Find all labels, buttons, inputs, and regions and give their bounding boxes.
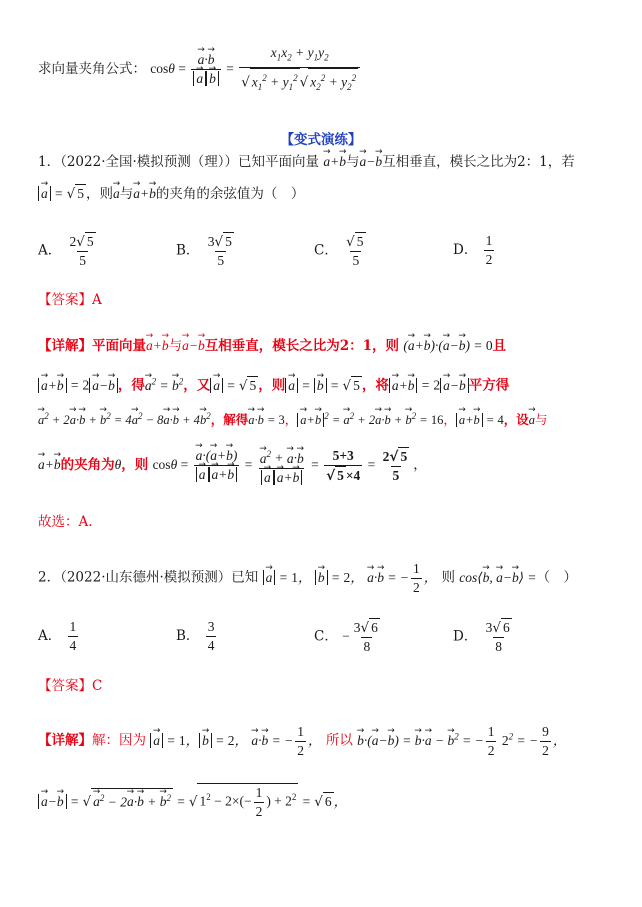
q1-text-b: 与 <box>345 154 360 170</box>
q2-detail-2: 所以 <box>325 732 353 749</box>
q1-option-c-label: C． <box>314 242 338 259</box>
q1-option-a[interactable]: A． $\frac{2√ 5}{5}$ <box>38 234 94 268</box>
formula-line <box>38 44 362 94</box>
q2-option-d-label: D． <box>453 628 478 645</box>
q2-detail-1: 解：因为 <box>92 732 146 749</box>
q2-option-b[interactable]: B． $\frac{3}{4}$ <box>176 619 215 653</box>
section-title: 【变式演练】 <box>280 132 362 148</box>
q1-number: 1． <box>38 154 61 170</box>
q2-option-c[interactable]: C． − $\frac{3√ 6}{8}$ <box>314 620 378 654</box>
q1-detail-line-1: 【详解】平面向量→ a+→ b与→ a−→ b互相垂直，模长之比为2：1，则 (→ a+→ b)·(→ a−→ b) = 0且 <box>38 336 506 356</box>
q1-option-b[interactable]: B． $\frac{3√ 5}{5}$ <box>176 234 232 268</box>
q1-expr-a-minus-b: → a−→ b <box>359 154 382 169</box>
q1-text-d: ，则 <box>85 186 113 202</box>
q1-detail-5: ，得 <box>117 377 145 394</box>
q1-detail-line-3: → $a^2 + 2\to a\cdot\to b$ + → $b^2 = 4\to a^2 - 8\to a\cdot\to b + 4\to b^2$，解得→ a·→ b = 3，→ a+→ b $^2$ = → $a^2 + 2\to a\cdot\to b$ + → $b^2 = 16$，→ a+→ b = 4，设→ a与 <box>38 406 548 430</box>
q1-option-b-label: B． <box>176 242 200 259</box>
q2-detail-line-1: 【详解】解：因为 → a = 1，→ b = 2， → a·→ b = − $\frac{1}{2}$ ， 所以 → b·(→ a−→ b) = → b·→ a − → $b^2$ = − $\frac{1}{2}$ $2^2$ = − $\frac{9}{2}$ ， <box>38 718 566 754</box>
q1-conclusion: 故选：A. <box>38 514 93 530</box>
q1-detail-label: 【详解】 <box>38 338 92 354</box>
q1-option-a-label: A． <box>38 242 62 259</box>
q1-source: （2022·全国·模拟预测（理）） <box>60 154 239 170</box>
q1-detail-8: ，将 <box>361 377 389 394</box>
formula-label: 求向量夹角公式： <box>38 61 146 78</box>
q1-text-e: 与 <box>119 186 134 202</box>
q1-detail-13: 的夹角为 <box>60 457 115 473</box>
q1-answer: 【答案】A <box>38 292 102 308</box>
q2-number: 2． <box>38 569 61 586</box>
q1-detail-1: 平面向量 <box>92 338 146 354</box>
q1-detail-line-4: → a+→ b的夹角为θ，则 cosθ = → a·(→ a+→ b) → a→ a+→ b = → $a^2$ + → a·→ b → a→ a+→ b = $\frac{5+3}{√ 5 \times 4}$ = $\frac{2√ 5}{5}$ ， <box>38 440 427 490</box>
q1-detail-6: ，又 <box>183 377 211 394</box>
q1-condition: → a = √ 5 <box>38 186 86 201</box>
q2-line-1: 2．（2022·山东德州·模拟预测）已知 → a = 1， → b = 2， → a·→ b = − $\frac{1}{2}$ ， 则 cos⟨→ b, → a−→ b⟩ =（ ） <box>38 560 577 590</box>
q1-detail-10: ，解得 <box>210 412 249 428</box>
q1-detail-12: 与 <box>535 412 548 428</box>
q1-line-2: → a = √ 5 ，则→ a与→ a+→ b的夹角的余弦值为（ ） <box>38 184 304 204</box>
q1-line-1 <box>38 152 575 172</box>
q2-source: （2022·山东德州·模拟预测） <box>60 569 232 586</box>
q2-option-d[interactable]: D． $\frac{3√ 6}{8}$ <box>453 620 510 654</box>
q2-option-a[interactable]: A． $\frac{1}{4}$ <box>38 619 77 653</box>
q1-text-a: 已知平面向量 <box>238 154 320 170</box>
q1-expr-a-plus-b: → a+→ b <box>323 154 346 169</box>
q1-detail-line-2: → a+→ b = 2→ a−→ b ，得→ $a^2$ = → $b^2$，又→ a = √ 5 ，则→ a = → b = √ 5 ，将→ a+→ b = 2→ a−→ b 平方得 <box>38 371 509 396</box>
cos-formula: cosθ = → a·→ b → a→ b = $\frac{x_1x_2 + y_1y_2}{√ x_1^2 + y_1^2 √ x_2^2 + y_2^2}$ <box>150 61 362 76</box>
q1-option-d-label: D． <box>453 242 478 258</box>
q2-text-c: （ ） <box>536 569 577 586</box>
q1-text-f: 的夹角的余弦值为（ ） <box>155 186 305 202</box>
q2-detail-line-2: → a−→ b = √→ $a^2 - 2\to a\cdot\to b$ + → $b^2$ = √ $1^2 - 2\times(-$ $\frac{1}{2}$ ) + $2^2$ = √ 6 ， <box>38 782 347 822</box>
q2-text-a: 已知 <box>231 569 259 586</box>
q1-detail-9: 平方得 <box>468 377 510 394</box>
q1-option-c[interactable]: C． $\frac{√ 5}{5}$ <box>314 234 364 268</box>
q2-option-b-label: B． <box>176 628 200 644</box>
q2-option-c-label: C． <box>314 628 338 645</box>
q1-option-d[interactable]: D． $\frac{1}{2}$ <box>453 233 493 267</box>
q1-detail-3: 互相垂直，模长之比为2：1，则 <box>204 338 400 354</box>
q1-detail-2: 与 <box>168 338 183 354</box>
q2-answer: 【答案】C <box>38 678 103 694</box>
q2-option-a-label: A． <box>38 628 62 644</box>
q1-detail-4: 且 <box>492 338 507 354</box>
q1-detail-14: ，则 <box>121 457 149 473</box>
q2-detail-label: 【详解】 <box>38 732 92 749</box>
q1-text-c: 互相垂直，模长之比为2：1，若 <box>382 154 575 170</box>
q1-detail-11: ，设 <box>503 412 529 428</box>
q2-conditions: → a = 1， → b = 2， → a·→ b = − $\frac{1}{2}$ ， <box>263 570 438 585</box>
q2-text-b: 则 <box>441 569 455 586</box>
q1-detail-7: ，则 <box>258 377 286 394</box>
